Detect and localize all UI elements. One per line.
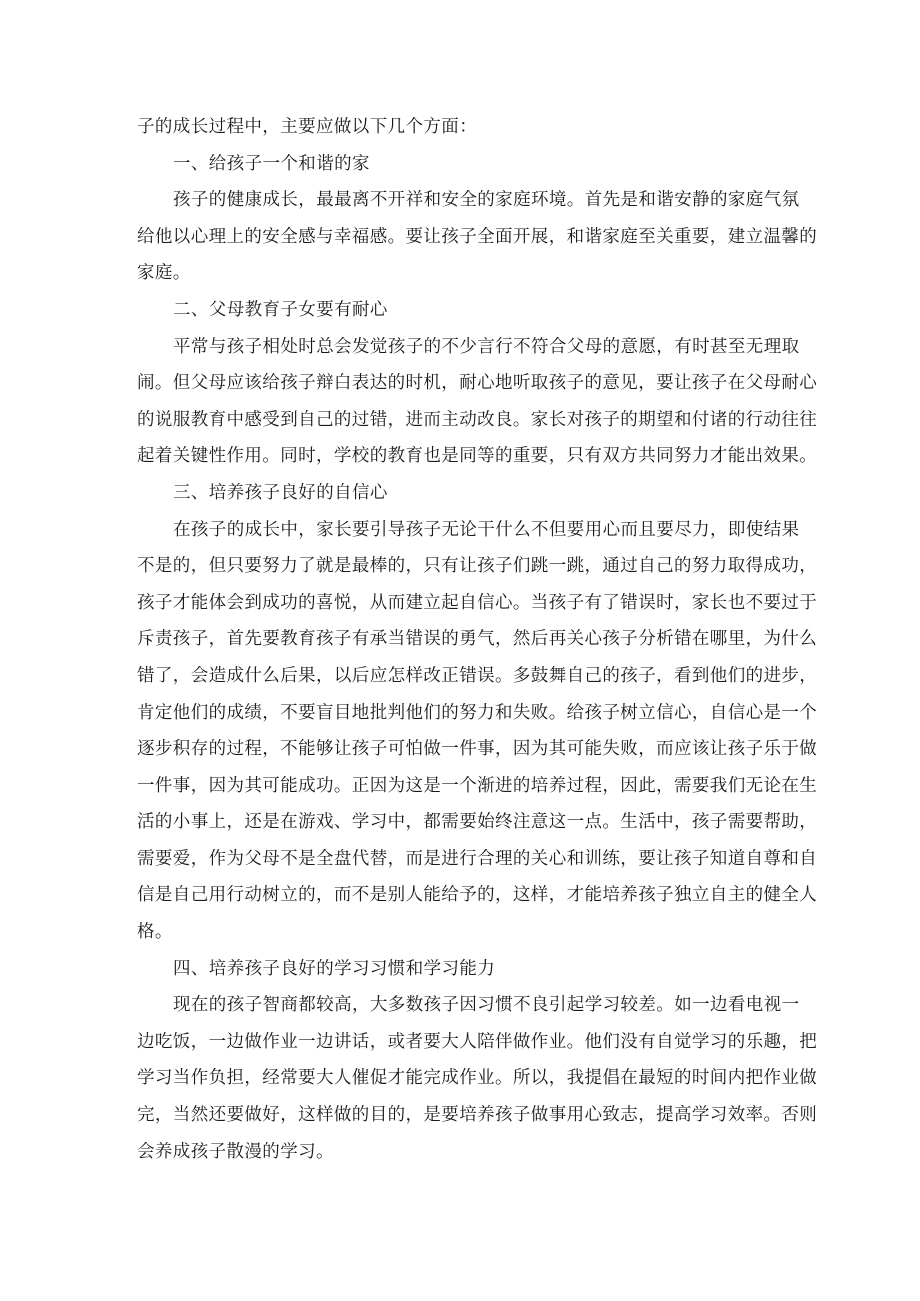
section-2-line: 闹。但父母应该给孩子辩白表达的时机，耐心地听取孩子的意见，要让孩子在父母耐心 [137,373,818,394]
section-4-line: 现在的孩子智商都较高，大多数孩子因习惯不良引起学习较差。如一边看电视一 [173,995,800,1016]
section-4-line: 会养成孩子散漫的学习。 [137,1141,334,1162]
section-4-line: 边吃饭，一边做作业一边讲话，或者要大人陪伴做作业。他们没有自觉学习的乐趣，把 [137,1031,818,1052]
section-3-line: 不是的，但只要努力了就是最棒的，只有让孩子们跳一跳，通过自己的努力取得成功， [137,556,818,577]
section-3-line: 斥责孩子，首先要教育孩子有承当错误的勇气，然后再关心孩子分析错在哪里，为什么 [137,629,818,650]
section-3-line: 需要爱，作为父母不是全盘代替，而是进行合理的关心和训练，要让孩子知道自尊和自 [137,848,818,869]
section-1-line: 给他以心理上的安全感与幸福感。要让孩子全面开展，和谐家庭至关重要，建立温馨的 [137,226,818,247]
section-3-line: 肯定他们的成绩，不要盲目地批判他们的努力和失败。给孩子树立信心，自信心是一个 [137,702,818,723]
section-3-line: 孩子才能体会到成功的喜悦，从而建立起自信心。当孩子有了错误时，家长也不要过于 [137,592,818,613]
section-4-line: 完，当然还要做好，这样做的目的，是要培养孩子做事用心致志，提高学习效率。否则 [137,1105,818,1126]
section-2-line: 平常与孩子相处时总会发觉孩子的不少言行不符合父母的意愿，有时甚至无理取 [173,336,800,357]
section-4-line: 学习当作负担，经常要大人催促才能完成作业。所以，我提倡在最短的时间内把作业做 [137,1068,818,1089]
document-page [137,109,818,1170]
intro-line: 子的成长过程中，主要应做以下几个方面： [137,117,478,137]
section-1-line: 家庭。 [137,263,191,284]
section-2-line: 起着关键性作用。同时，学校的教育也是同等的重要，只有双方共同努力才能出效果。 [137,446,818,467]
section-4-heading: 四、培养孩子良好的学习习惯和学习能力 [173,958,496,979]
section-3-line: 错了，会造成什么后果，以后应怎样改正错误。多鼓舞自己的孩子，看到他们的进步， [137,665,818,686]
section-3-line: 在孩子的成长中，家长要引导孩子无论干什么不但要用心而且要尽力，即使结果 [173,519,800,540]
section-3-line: 逐步积存的过程，不能够让孩子可怕做一件事，因为其可能失败，而应该让孩子乐于做 [137,739,818,760]
section-3-line: 一件事，因为其可能成功。正因为这是一个渐进的培养过程，因此，需要我们无论在生 [137,775,818,796]
section-1-line: 孩子的健康成长，最最离不开祥和安全的家庭环境。首先是和谐安静的家庭气氛 [173,190,800,211]
section-3-line: 信是自己用行动树立的，而不是别人能给予的，这样，才能培养孩子独立自主的健全人 [137,885,818,906]
section-3-heading: 三、培养孩子良好的自信心 [173,482,388,503]
section-1-heading: 一、给孩子一个和谐的家 [173,153,370,174]
section-2-line: 的说服教育中感受到自己的过错，进而主动改良。家长对孩子的期望和付诸的行动往往 [137,409,818,430]
section-3-line: 活的小事上，还是在游戏、学习中，都需要始终注意这一点。生活中，孩子需要帮助， [137,812,818,833]
section-3-line: 格。 [137,922,173,943]
section-2-heading: 二、父母教育子女要有耐心 [173,299,388,320]
